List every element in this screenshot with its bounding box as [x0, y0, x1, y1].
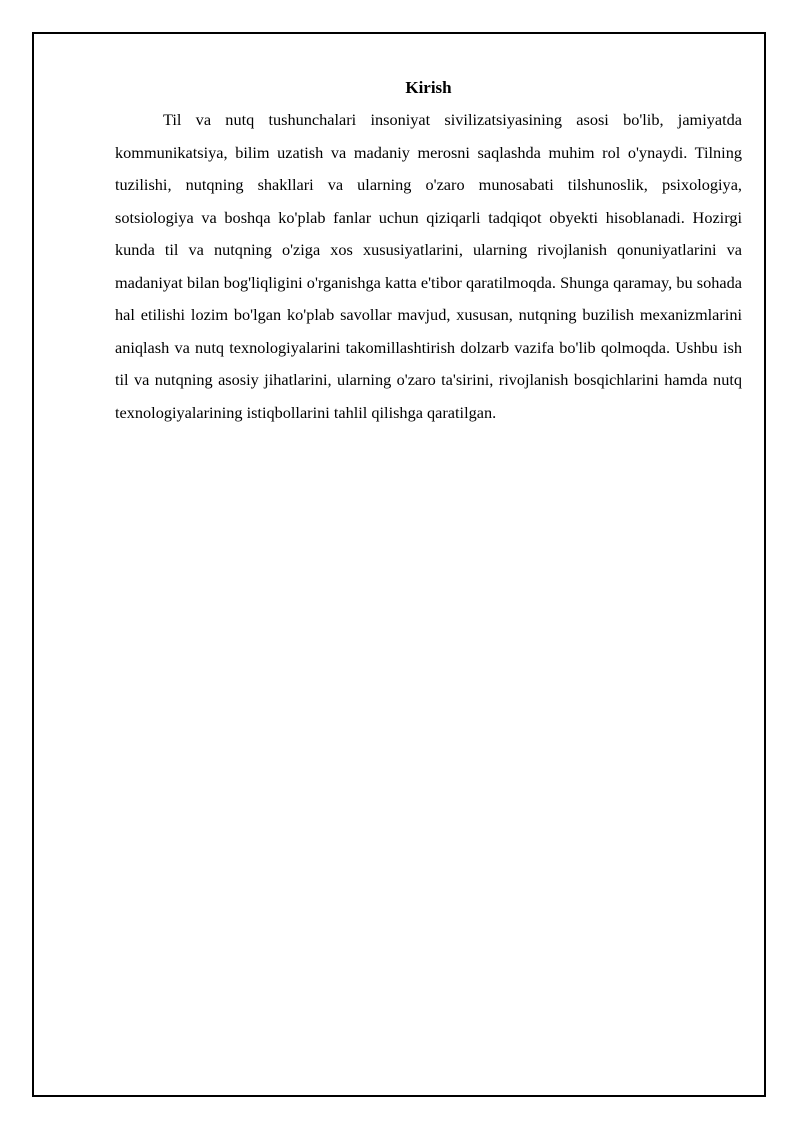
intro-paragraph: Til va nutq tushunchalari insoniyat sivilizatsiyasining asosi bo'lib, jamiyatda kommunikatsiya, bilim uzatish va madaniy merosni saqlashda muhim rol o'ynaydi. Tilning tuzilishi, nutqning shakllari va ularning o'zaro munosabati tilshunoslik, psixologiya, sotsiologiya va boshqa ko'plab fanlar uchun qiziqarli tadqiqot obyekti hisoblanadi. Hozirgi kunda til va nutqning o'ziga xos xususiyatlarini, ularning rivojlanish qonuniyatlarini va madaniyat bilan bog'liqligini o'rganishga katta e'tibor qaratilmoqda. Shunga qaramay, bu sohada hal etilishi lozim bo'lgan ko'plab savollar mavjud, xususan, nutqning buzilish mexanizmlarini aniqlash va nutq texnologiyalarini takomillashtirish dolzarb vazifa bo'lib qolmoqda. Ushbu ish til va nutqning asosiy jihatlarini, ularning o'zaro ta'sirini, rivojlanish bosqichlarini hamda nutq texnologiyalarining istiqbollarini tahlil qilishga qaratilgan.	[115, 110, 742, 422]
document-body	[115, 76, 742, 429]
section-title: Kirish	[405, 78, 452, 97]
